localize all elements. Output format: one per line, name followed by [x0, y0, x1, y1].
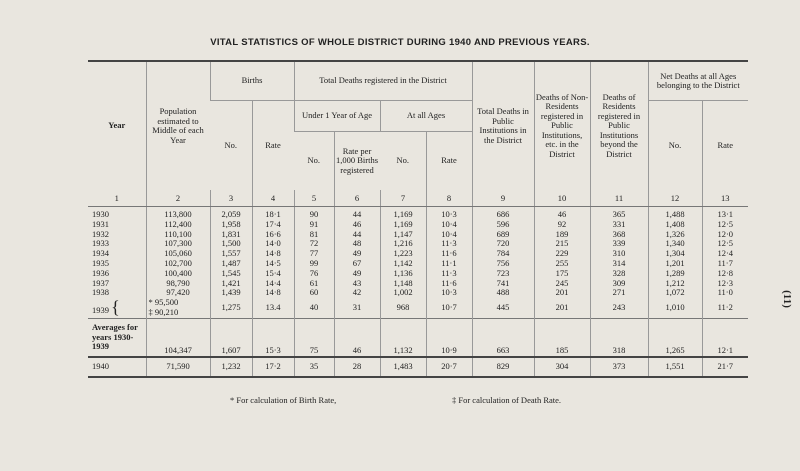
- table-cell: 720: [472, 239, 534, 249]
- table-cell: 1,212: [648, 279, 702, 289]
- table-row-1940: [88, 357, 748, 377]
- header-under-1-rate: Rate per 1,000 Births registered: [334, 132, 380, 191]
- table-body: [88, 207, 748, 299]
- table-cell: 1,289: [648, 269, 702, 279]
- col-number: 2: [146, 190, 210, 207]
- table-cell: 445: [472, 298, 534, 318]
- table-cell: 314: [590, 259, 648, 269]
- table-cell: 60: [294, 288, 334, 298]
- table-cell: 40: [294, 298, 334, 318]
- vital-statistics-table: [88, 60, 748, 378]
- table-cell: 77: [294, 249, 334, 259]
- table-cell: 43: [334, 279, 380, 289]
- table-cell: 201: [534, 298, 590, 318]
- table-cell: 104,347: [146, 318, 210, 357]
- table-cell: 91: [294, 220, 334, 230]
- table-cell: 31: [334, 298, 380, 318]
- table-cell: 11·2: [702, 298, 748, 318]
- table-row: [88, 207, 748, 220]
- table-cell: 1,232: [210, 357, 252, 377]
- table-cell: 76: [294, 269, 334, 279]
- table-cell: 15·4: [252, 269, 294, 279]
- table-cell: 107,300: [146, 239, 210, 249]
- col-number: 13: [702, 190, 748, 207]
- table-cell: 1,147: [380, 230, 426, 240]
- table-cell: 201: [534, 288, 590, 298]
- table-cell: 1,216: [380, 239, 426, 249]
- table-cell: 99: [294, 259, 334, 269]
- table-cell: 49: [334, 249, 380, 259]
- table-cell: 112,400: [146, 220, 210, 230]
- table-cell: 229: [534, 249, 590, 259]
- table-cell: 10·4: [426, 230, 472, 240]
- table-cell: 1,487: [210, 259, 252, 269]
- table-cell: 75: [294, 318, 334, 357]
- table-cell: 331: [590, 220, 648, 230]
- year-cell: 1940: [88, 357, 146, 377]
- table-cell: 11·6: [426, 249, 472, 259]
- table-cell: 309: [590, 279, 648, 289]
- table-cell: 1,326: [648, 230, 702, 240]
- table-row-1939: [88, 298, 748, 318]
- year-cell: 1932: [92, 228, 109, 239]
- table-cell: 17·4: [252, 220, 294, 230]
- table-cell: 16·6: [252, 230, 294, 240]
- col-number: 11: [590, 190, 648, 207]
- table-cell: 1,831: [210, 230, 252, 240]
- table-cell: 1,148: [380, 279, 426, 289]
- table-cell: 12·5: [702, 220, 748, 230]
- table-cell: 11·3: [426, 239, 472, 249]
- table-cell: 10·3: [426, 288, 472, 298]
- table-cell: 1,557: [210, 249, 252, 259]
- header-year: Year: [88, 61, 146, 190]
- header-births-rate: Rate: [252, 101, 294, 191]
- table-cell: 1,223: [380, 249, 426, 259]
- header-net-deaths: Net Deaths at all Ages belonging to the District: [648, 61, 748, 101]
- table-cell: 1,201: [648, 259, 702, 269]
- table-cell: 100,400: [146, 269, 210, 279]
- table-cell: 784: [472, 249, 534, 259]
- footnote-birth-rate: * For calculation of Birth Rate,: [230, 395, 337, 405]
- table-cell: 11·6: [426, 279, 472, 289]
- table-cell: 1,132: [380, 318, 426, 357]
- table-cell: 14·5: [252, 259, 294, 269]
- table-cell: 829: [472, 357, 534, 377]
- table-cell: 13·1: [702, 207, 748, 220]
- table-cell: 365: [590, 207, 648, 220]
- header-population: Population estimated to Middle of each Year: [146, 61, 210, 190]
- header-all-rate: Rate: [426, 132, 472, 191]
- table-cell: 98,790: [146, 279, 210, 289]
- table-cell: 49: [334, 269, 380, 279]
- col-number: 1: [88, 190, 146, 207]
- table-cell: 11·0: [702, 288, 748, 298]
- table-cell: 215: [534, 239, 590, 249]
- table-cell: 12·5: [702, 239, 748, 249]
- year-cell: 1936: [92, 267, 109, 278]
- table-cell: 1,169: [380, 220, 426, 230]
- table-cell: 12·3: [702, 279, 748, 289]
- table-cell: 1,500: [210, 239, 252, 249]
- table-cell: 243: [590, 298, 648, 318]
- averages-row: [88, 318, 748, 357]
- table-cell: 1,304: [648, 249, 702, 259]
- table-cell: 1,545: [210, 269, 252, 279]
- page-title: VITAL STATISTICS OF WHOLE DISTRICT DURING 1940 AND PREVIOUS YEARS.: [210, 37, 590, 48]
- table-cell: 72: [294, 239, 334, 249]
- table-cell: 11·7: [702, 259, 748, 269]
- table-cell: 756: [472, 259, 534, 269]
- table-cell: 1,142: [380, 259, 426, 269]
- table-cell: 1,421: [210, 279, 252, 289]
- table-cell: 596: [472, 220, 534, 230]
- table-cell: 90: [294, 207, 334, 220]
- year-cell: 1933: [92, 238, 109, 249]
- table-cell: 1,169: [380, 207, 426, 220]
- table-cell: 15·3: [252, 318, 294, 357]
- table-cell: 14·8: [252, 288, 294, 298]
- table-cell: 12·4: [702, 249, 748, 259]
- table-cell: 11·3: [426, 269, 472, 279]
- col-number: 8: [426, 190, 472, 207]
- table-cell: 1,408: [648, 220, 702, 230]
- table-cell: 1,488: [648, 207, 702, 220]
- col-number: 10: [534, 190, 590, 207]
- col-number: 3: [210, 190, 252, 207]
- table-cell: 310: [590, 249, 648, 259]
- table-cell: 1,265: [648, 318, 702, 357]
- table-cell: 28: [334, 357, 380, 377]
- table-cell: 328: [590, 269, 648, 279]
- table-cell: 1,607: [210, 318, 252, 357]
- table-cell: 189: [534, 230, 590, 240]
- header-under-1: Under 1 Year of Age: [294, 101, 380, 132]
- table-cell: 373: [590, 357, 648, 377]
- table-cell: 44: [334, 230, 380, 240]
- table-cell: 1,275: [210, 298, 252, 318]
- table-cell: 110,100: [146, 230, 210, 240]
- year-cell: 1937: [92, 277, 109, 288]
- table-cell: 10·9: [426, 318, 472, 357]
- table-cell: 14·8: [252, 249, 294, 259]
- header-total-deaths: Total Deaths registered in the District: [294, 61, 472, 101]
- header-non-residents: Deaths of Non-Residents registered in Public Institutions, etc. in the District: [534, 61, 590, 190]
- table-cell: 1,551: [648, 357, 702, 377]
- table-cell: 12·0: [702, 230, 748, 240]
- table-cell: 48: [334, 239, 380, 249]
- table-cell: 113,800: [146, 207, 210, 220]
- year-cell: 1934: [92, 248, 109, 259]
- table-row: [88, 288, 748, 298]
- table-cell: 10·3: [426, 207, 472, 220]
- header-public-institutions: Total Deaths in Public Institutions in the District: [472, 61, 534, 190]
- table-cell: 14·4: [252, 279, 294, 289]
- table-cell: 105,060: [146, 249, 210, 259]
- table-cell: 1,072: [648, 288, 702, 298]
- year-cell: 1931: [92, 218, 109, 229]
- table-cell: 12·1: [702, 318, 748, 357]
- col-number: 4: [252, 190, 294, 207]
- table-cell: 18·1: [252, 207, 294, 220]
- table-cell: 245: [534, 279, 590, 289]
- page-number: (11): [780, 290, 793, 308]
- table-cell: 271: [590, 288, 648, 298]
- year-cell: 1939 {: [92, 296, 120, 317]
- table-cell: 1,010: [648, 298, 702, 318]
- table-cell: 663: [472, 318, 534, 357]
- table-cell: 1,958: [210, 220, 252, 230]
- population-cell: * 95,500 ‡ 90,210: [146, 298, 210, 318]
- table-cell: 741: [472, 279, 534, 289]
- table-cell: 304: [534, 357, 590, 377]
- table-cell: 46: [334, 220, 380, 230]
- header-all-ages: At all Ages: [380, 101, 472, 132]
- table-cell: 1,439: [210, 288, 252, 298]
- header-all-no: No.: [396, 155, 409, 166]
- col-number: 12: [648, 190, 702, 207]
- header-under-1-no: No.: [307, 155, 320, 166]
- table-cell: 42: [334, 288, 380, 298]
- table-cell: 13.4: [252, 298, 294, 318]
- col-number: 9: [472, 190, 534, 207]
- footnote-death-rate: ‡ For calculation of Death Rate.: [452, 395, 562, 405]
- table-cell: 67: [334, 259, 380, 269]
- table-cell: 10·7: [426, 298, 472, 318]
- table-cell: 1,002: [380, 288, 426, 298]
- header-net-no: No.: [648, 101, 702, 191]
- table-cell: 14·0: [252, 239, 294, 249]
- table-cell: 17·2: [252, 357, 294, 377]
- table-cell: 723: [472, 269, 534, 279]
- table-cell: 46: [534, 207, 590, 220]
- table-cell: 339: [590, 239, 648, 249]
- table-cell: 92: [534, 220, 590, 230]
- col-number: 6: [334, 190, 380, 207]
- table-cell: 46: [334, 318, 380, 357]
- table-cell: 61: [294, 279, 334, 289]
- table-cell: 102,700: [146, 259, 210, 269]
- year-cell: 1930: [92, 209, 109, 219]
- table-cell: 10·4: [426, 220, 472, 230]
- table-cell: 689: [472, 230, 534, 240]
- table-cell: 686: [472, 207, 534, 220]
- table-cell: 968: [380, 298, 426, 318]
- header-births: Births: [210, 61, 294, 101]
- table-cell: 12·8: [702, 269, 748, 279]
- header-residents-beyond: Deaths of Residents registered in Public Institutions beyond the District: [590, 61, 648, 190]
- table-cell: 368: [590, 230, 648, 240]
- table-cell: 44: [334, 207, 380, 220]
- table-cell: 71,590: [146, 357, 210, 377]
- table-cell: 97,420: [146, 288, 210, 298]
- col-number: 7: [380, 190, 426, 207]
- table-cell: 1,483: [380, 357, 426, 377]
- year-cell: 1935: [92, 257, 109, 268]
- table-cell: 255: [534, 259, 590, 269]
- table-cell: 1,340: [648, 239, 702, 249]
- table-cell: 35: [294, 357, 334, 377]
- table-cell: 2,059: [210, 207, 252, 220]
- header-net-rate: Rate: [702, 101, 748, 191]
- year-cell: 1938: [92, 287, 109, 298]
- table-cell: 318: [590, 318, 648, 357]
- header-births-no: No.: [224, 139, 237, 150]
- col-number: 5: [294, 190, 334, 207]
- table-cell: 1,136: [380, 269, 426, 279]
- table-cell: 11·1: [426, 259, 472, 269]
- table-cell: 175: [534, 269, 590, 279]
- table-cell: 488: [472, 288, 534, 298]
- table-cell: 20·7: [426, 357, 472, 377]
- table-cell: 185: [534, 318, 590, 357]
- averages-label: Averages for years 1930-1939: [88, 318, 146, 357]
- table-cell: 81: [294, 230, 334, 240]
- table-cell: 21·7: [702, 357, 748, 377]
